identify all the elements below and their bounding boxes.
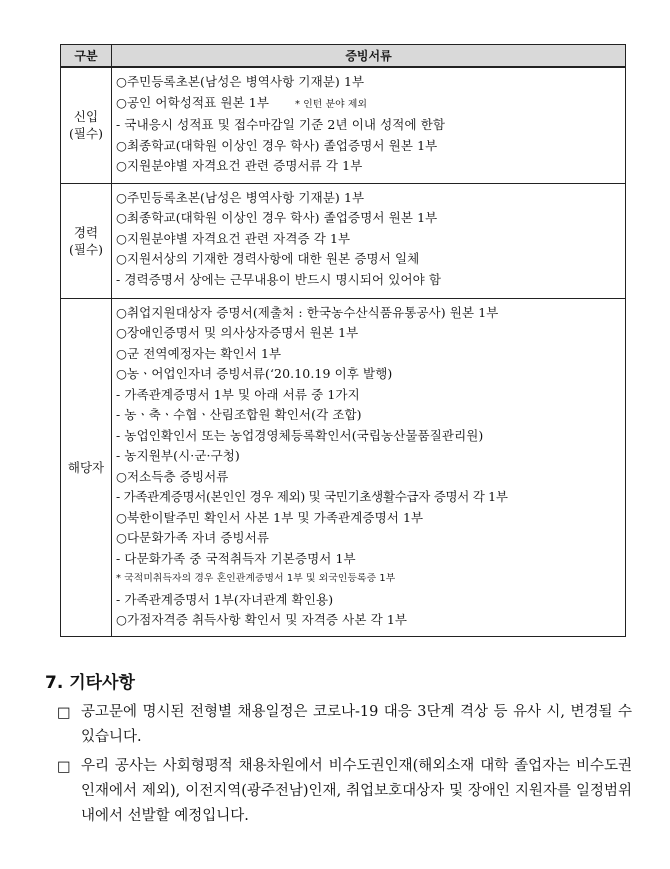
document-item: ○주민등록초본(남성은 병역사항 기재분) 1부 xyxy=(116,189,365,205)
document-item: ○취업지원대상자 증명서(제출처 : 한국농수산식품유통공사) 원본 1부 xyxy=(116,304,499,320)
row-documents xyxy=(112,183,626,298)
notice-text: 우리 공사는 사회형평적 채용차원에서 비수도권인재(해외소재 대학 졸업자는 비수도권 인재에서 제외), 이전지역(광주전남)인재, 취업보호대상자 및 장애인 지원자를 일정범위 내에서 선발할 예정입니다. xyxy=(81,758,632,824)
document-item: - 농지원부(시·군·구청) xyxy=(116,448,240,463)
row-documents xyxy=(112,298,626,636)
row-documents xyxy=(112,67,626,183)
table-row xyxy=(61,298,626,636)
document-item: - 가족관계증명서 1부(자녀관계 확인용) xyxy=(116,591,334,607)
documents-header: 증빙서류 xyxy=(112,45,626,68)
document-item: ○북한이탈주민 확인서 사본 1부 및 가족관계증명서 1부 xyxy=(116,509,424,525)
table-row xyxy=(61,67,626,183)
checkbox-bullet: □ xyxy=(57,705,71,721)
document-item-text: ○공인 어학성적표 원본 1부 xyxy=(116,94,270,110)
document-item: ○농ㆍ어업인자녀 증빙서류(‘20.10.19 이후 발행) xyxy=(116,366,393,381)
document-item-note: * 인턴 분야 제외 xyxy=(295,98,368,110)
document-item: - 가족관계증명서 1부 및 아래 서류 중 1가지 xyxy=(116,386,360,402)
document-item: ○다문화가족 자녀 증빙서류 xyxy=(116,530,270,545)
document-item: - 경력증명서 상에는 근무내용이 반드시 명시되어 있어야 함 xyxy=(116,271,442,287)
document-item: ○최종학교(대학원 이상인 경우 학사) 졸업증명서 원본 1부 xyxy=(116,210,438,225)
document-item: - 국내응시 성적표 및 접수마감일 기준 2년 이내 성적에 한함 xyxy=(116,117,446,132)
document-item: ○저소득층 증빙서류 xyxy=(116,468,229,484)
document-item: ○장애인증명서 및 의사상자증명서 원본 1부 xyxy=(116,325,359,340)
document-item: - 농업인확인서 또는 농업경영체등록확인서(국립농산물품질관리원) xyxy=(116,427,484,443)
document-item: ○가점자격증 취득사항 확인서 및 자격증 사본 각 1부 xyxy=(116,612,408,627)
table-header-row xyxy=(61,45,626,68)
document-item xyxy=(116,93,625,116)
notice-paragraph xyxy=(57,700,632,750)
section-heading: 7. 기타사항 xyxy=(45,673,135,693)
row-category: 해당자 xyxy=(61,298,112,636)
document-item: - 가족관계증명서(본인인 경우 제외) 및 국민기초생활수급자 증명서 각 1부 xyxy=(116,489,508,504)
document-item: ○최종학교(대학원 이상인 경우 학사) 졸업증명서 원본 1부 xyxy=(116,137,438,153)
document-item: ○지원분야별 자격요건 관련 증명서류 각 1부 xyxy=(116,158,363,173)
document-table xyxy=(60,44,626,637)
notice-paragraph xyxy=(57,754,632,829)
document-item-note: * 국적미취득자의 경우 혼인관계증명서 1부 및 외국인등록증 1부 xyxy=(116,573,396,584)
table-row xyxy=(61,183,626,298)
document-item: - 농ㆍ축ㆍ수협ㆍ산림조합원 확인서(각 조합) xyxy=(116,407,362,422)
row-category: 신입 (필수) xyxy=(61,67,112,183)
row-category: 경력 (필수) xyxy=(61,183,112,298)
document-item: - 다문화가족 중 국적취득자 기본증명서 1부 xyxy=(116,550,356,566)
notice-text: 공고문에 명시된 전형별 채용일정은 코로나-19 대응 3단계 격상 등 유사 시, 변경될 수 있습니다. xyxy=(81,704,632,745)
category-header: 구분 xyxy=(61,45,112,68)
document-item: ○주민등록초본(남성은 병역사항 기재분) 1부 xyxy=(116,74,365,89)
checkbox-bullet: □ xyxy=(57,759,71,775)
document-item: ○지원분야별 자격요건 관련 자격증 각 1부 xyxy=(116,230,351,246)
document-item: ○군 전역예정자는 확인서 1부 xyxy=(116,345,282,361)
document-item: ○지원서상의 기재한 경력사항에 대한 원본 증명서 일체 xyxy=(116,251,420,266)
